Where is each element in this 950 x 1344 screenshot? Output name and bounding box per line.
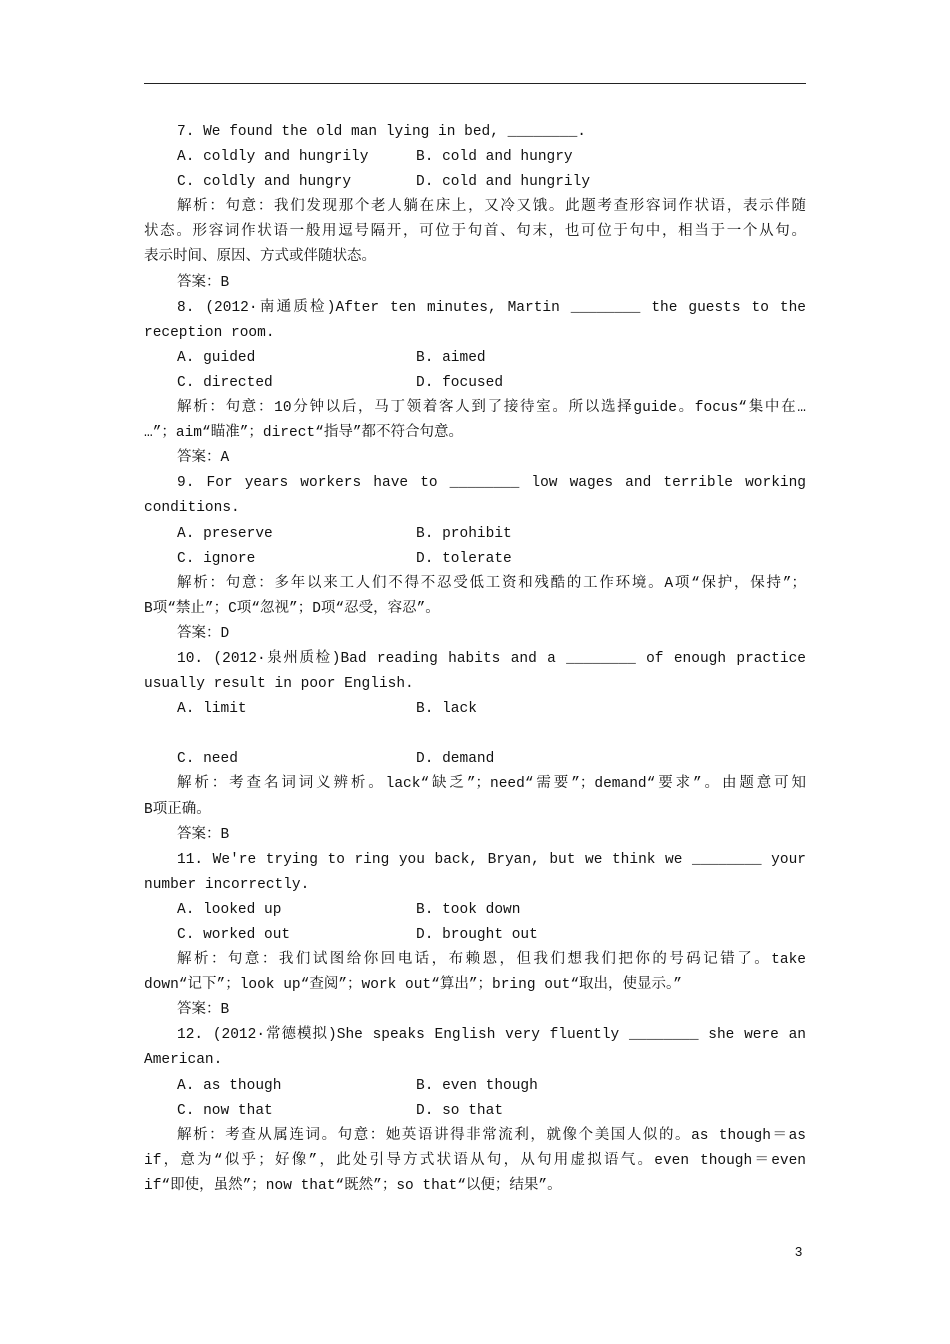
option: A. guided bbox=[177, 349, 256, 366]
option: A. as though bbox=[177, 1077, 282, 1094]
option: A. coldly and hungrily bbox=[177, 149, 369, 166]
question-10-analysis: 解析：考查名词词义辨析。lack“缺乏”；need“需要”；demand“要求”。由题意可知 bbox=[177, 776, 806, 793]
option: C. worked out bbox=[177, 927, 291, 943]
spacer bbox=[144, 722, 806, 747]
option: C. coldly and hungry bbox=[177, 174, 352, 191]
option: C. ignore bbox=[177, 550, 256, 567]
question-8-analysis: …”；aim“瞄准”；direct“指导”都不符合句意。 bbox=[144, 425, 464, 442]
question-7-stem: 7. We found the old man lying in bed, ________. bbox=[177, 124, 586, 140]
option: D. brought out bbox=[416, 927, 538, 943]
document-body bbox=[144, 120, 806, 1199]
question-12-analysis: if，意为“似乎；好像”，此处引导方式状语从句，从句用虚拟语气。even though＝even bbox=[144, 1152, 806, 1169]
header-rule bbox=[144, 83, 806, 84]
question-12-stem: American. bbox=[144, 1052, 223, 1069]
question-9-stem: 9. For years workers have to ________ low wages and terrible working bbox=[177, 475, 806, 492]
question-11-stem: 11. We're trying to ring you back, Bryan, but we think we ________ your bbox=[177, 851, 806, 868]
option: B. lack bbox=[416, 701, 477, 718]
question-10-answer: 答案：B bbox=[177, 826, 230, 843]
question-9-analysis: B项“禁止”；C项“忽视”；D项“忍受，容忍”。 bbox=[144, 600, 440, 617]
question-9-analysis: 解析：句意：多年以来工人们不得不忍受低工资和残酷的工作环境。A项“保护，保持”； bbox=[177, 575, 806, 592]
question-7-answer: 答案：B bbox=[177, 274, 230, 291]
option: D. focused bbox=[416, 374, 504, 391]
question-12-stem: 12. (2012·常德模拟)She speaks English very fluently ________ she were an bbox=[177, 1027, 806, 1044]
question-10-stem: 10. (2012·泉州质检)Bad reading habits and a ________ of enough practice bbox=[177, 650, 806, 667]
question-7-analysis: 表示时间、原因、方式或伴随状态。 bbox=[144, 249, 376, 266]
option: A. looked up bbox=[177, 901, 282, 918]
question-11-options-row-2 bbox=[144, 923, 806, 948]
question-7-analysis: 解析：句意：我们发现那个老人躺在床上，又冷又饿。此题考查形容词作状语，表示伴随 bbox=[177, 199, 806, 216]
question-11-analysis: 解析：句意：我们试图给你回电话，布赖恩，但我们想我们把你的号码记错了。take bbox=[177, 952, 806, 969]
question-7-options-row-2 bbox=[144, 170, 806, 195]
option: A. limit bbox=[177, 701, 247, 718]
question-10-options-row-2 bbox=[144, 747, 806, 772]
option: B. aimed bbox=[416, 349, 486, 366]
page-number: 3 bbox=[795, 1244, 803, 1259]
option: C. now that bbox=[177, 1102, 273, 1119]
question-9-answer: 答案：D bbox=[177, 625, 230, 642]
question-8-stem: reception room. bbox=[144, 324, 275, 341]
option: D. tolerate bbox=[416, 550, 512, 567]
question-8-answer: 答案：A bbox=[177, 450, 230, 467]
question-10-stem: usually result in poor English. bbox=[144, 676, 414, 693]
question-12-options-row-2 bbox=[144, 1099, 806, 1124]
question-11-answer: 答案：B bbox=[177, 1002, 230, 1019]
question-12-options-row-1 bbox=[144, 1074, 806, 1099]
option: D. demand bbox=[416, 751, 495, 768]
option: D. so that bbox=[416, 1102, 504, 1119]
question-7-analysis: 状态。形容词作状语一般用逗号隔开，可位于句首、句末，也可位于句中，相当于一个从句。 bbox=[144, 224, 806, 241]
question-10-analysis: B项正确。 bbox=[144, 801, 211, 818]
question-7-options-row-1 bbox=[144, 145, 806, 170]
question-8-analysis: 解析：句意：10分钟以后，马丁领着客人到了接待室。所以选择guide。focus“集中在… bbox=[177, 400, 806, 417]
question-11-options-row-1 bbox=[144, 898, 806, 923]
question-11-stem: number incorrectly. bbox=[144, 876, 310, 893]
option: B. even though bbox=[416, 1077, 538, 1094]
question-10-options-row-1 bbox=[144, 697, 806, 722]
question-8-options-row-2 bbox=[144, 371, 806, 396]
option: B. cold and hungry bbox=[416, 149, 573, 166]
option: C. need bbox=[177, 751, 238, 768]
question-9-options-row-2 bbox=[144, 547, 806, 572]
question-8-options-row-1 bbox=[144, 346, 806, 371]
question-9-options-row-1 bbox=[144, 522, 806, 547]
option: B. prohibit bbox=[416, 525, 512, 542]
option: B. took down bbox=[416, 901, 521, 918]
question-12-analysis: 解析：考查从属连词。句意：她英语讲得非常流利，就像个美国人似的。as though＝as bbox=[177, 1127, 806, 1144]
option: A. preserve bbox=[177, 525, 273, 542]
option: C. directed bbox=[177, 374, 273, 391]
question-11-analysis: down“记下”；look up“查阅”；work out“算出”；bring out“取出，使显示。” bbox=[144, 977, 682, 994]
option: D. cold and hungrily bbox=[416, 174, 591, 191]
question-9-stem: conditions. bbox=[144, 500, 240, 517]
question-12-analysis: if“即使，虽然”；now that“既然”；so that“以便；结果”。 bbox=[144, 1177, 562, 1194]
question-8-stem: 8. (2012·南通质检)After ten minutes, Martin ________ the guests to the bbox=[177, 299, 806, 316]
